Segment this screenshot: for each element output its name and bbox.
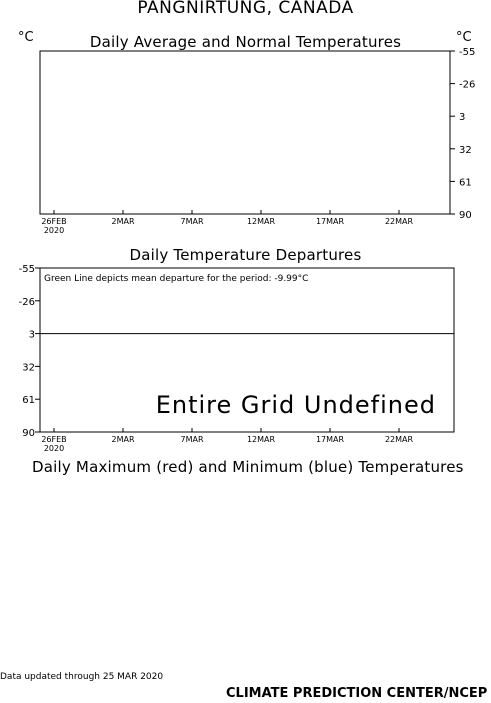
y-tick-label: -26	[18, 296, 35, 308]
x-year-label: 2020	[43, 444, 65, 453]
y-tick-label: 32	[459, 144, 472, 156]
y-tick-label: 32	[22, 362, 35, 374]
chart2-y-axis	[19, 264, 40, 439]
x-tick-label: 7MAR	[180, 435, 204, 444]
y-tick-label: 90	[22, 428, 35, 439]
y-tick-label: -26	[459, 79, 476, 91]
x-tick-label: 26FEB	[41, 217, 67, 226]
x-tick-label: 2MAR	[111, 217, 135, 226]
chart1-y-axis	[450, 47, 475, 221]
data-updated-text: Data updated through 25 MAR 2020	[0, 672, 164, 682]
x-tick-label: 26FEB	[41, 435, 67, 444]
chart1-frame	[40, 51, 450, 214]
y-tick-label: -55	[18, 264, 35, 275]
chart2-title: Daily Temperature Departures	[129, 246, 362, 264]
x-tick-label: 17MAR	[315, 217, 345, 226]
y-tick-label: -55	[459, 47, 476, 58]
x-tick-label: 22MAR	[384, 217, 414, 226]
x-tick-label: 17MAR	[315, 435, 345, 444]
y-tick-label: 61	[22, 395, 35, 407]
page-title: PANGNIRTUNG, CANADA	[137, 0, 354, 18]
credit-text: CLIMATE PREDICTION CENTER/NCEP	[226, 686, 488, 701]
x-tick-label: 2MAR	[111, 435, 135, 444]
y-tick-label: 90	[459, 210, 472, 221]
chart2-note: Green Line depicts mean departure for the period: -9.99°C	[44, 274, 309, 284]
chart1-title: Daily Average and Normal Temperatures	[89, 33, 402, 51]
y-unit-right: °C	[456, 30, 472, 45]
y-unit-left: °C	[18, 30, 34, 45]
x-tick-label: 12MAR	[246, 435, 276, 444]
y-tick-label: 3	[28, 329, 35, 341]
chart2-undefined-text: Entire Grid Undefined	[155, 391, 436, 419]
x-tick-label: 7MAR	[180, 217, 204, 226]
x-tick-label: 22MAR	[384, 435, 414, 444]
y-tick-label: 61	[459, 177, 472, 189]
y-tick-label: 3	[459, 112, 466, 124]
x-year-label: 2020	[43, 226, 65, 235]
x-tick-label: 12MAR	[246, 217, 276, 226]
chart3-title: Daily Maximum (red) and Minimum (blue) Temperatures	[32, 458, 464, 476]
